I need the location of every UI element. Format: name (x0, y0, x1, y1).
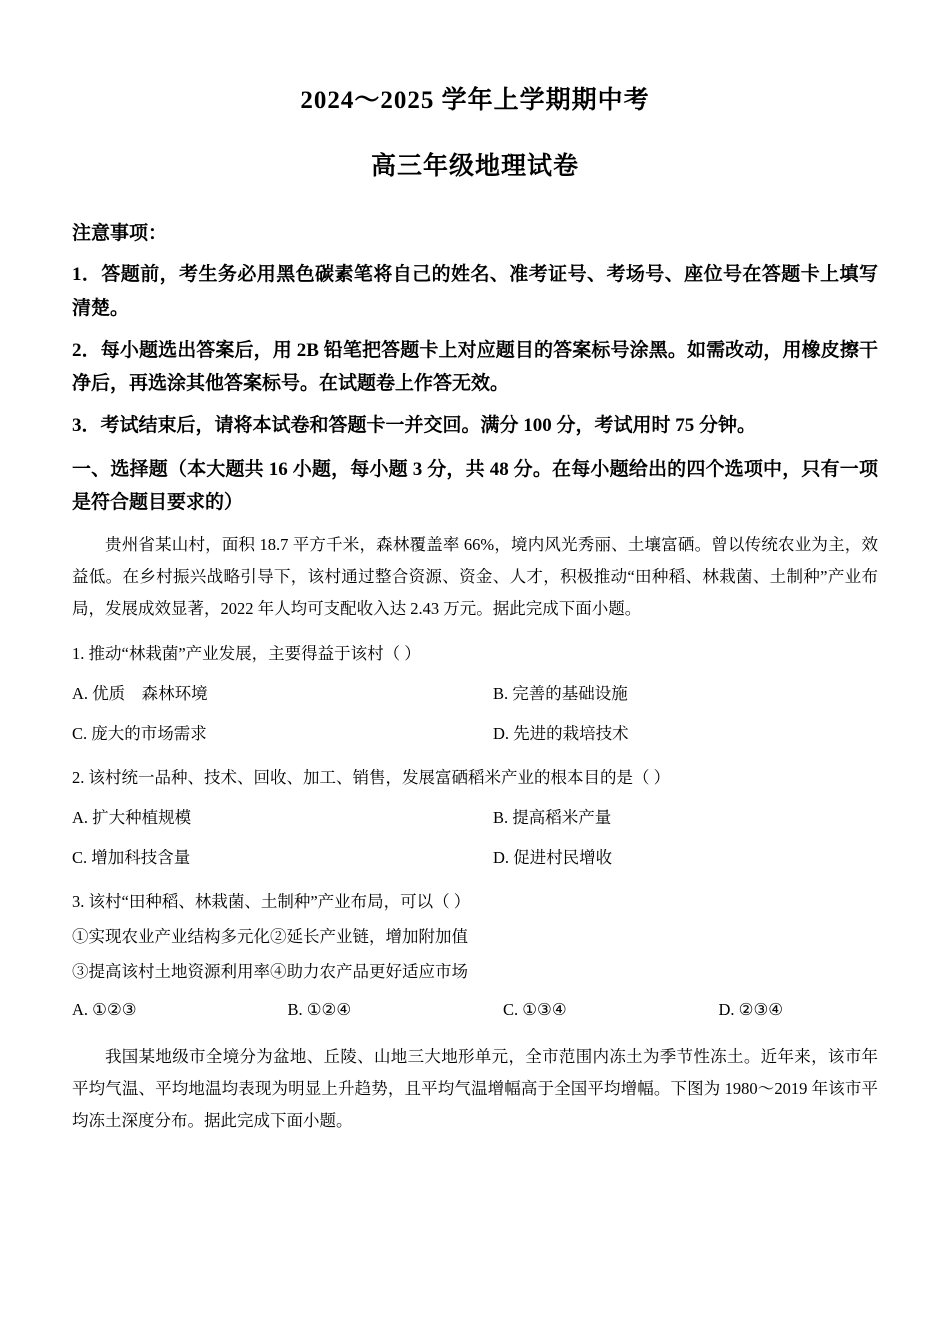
question-2-option-a[interactable]: A. 扩大种植规模 (72, 808, 192, 828)
page-title: 2024～2025 学年上学期期中考 (300, 87, 650, 114)
question-3-option-d[interactable]: D. ②③④ (718, 999, 784, 1019)
passage-1: 贵州省某山村，面积 18.7 平方千米，森林覆盖率 66%，境内风光秀丽、土壤富硒。曾以传统农业为主，效益低。在乡村振兴战略引导下，该村通过整合资源、资金、人才，积极推动“田种稻、林栽菌、土制种”产业布局，发展成效显著，2022 年人均可支配收入达 2.43 万元。据此完成下面小题。 (72, 535, 878, 619)
question-1-options-row-1 (72, 678, 878, 709)
question-3-stem: 3. 该村“田种稻、林栽菌、土制种”产业布局，可以（ ） (72, 891, 471, 911)
question-2-option-d[interactable]: D. 促进村民增收 (493, 848, 613, 868)
question-3-option-c[interactable]: C. ①③④ (503, 999, 567, 1019)
question-2-options-row-1 (72, 802, 878, 833)
question-1-option-d[interactable]: D. 先进的栽培技术 (493, 724, 629, 744)
notice-item-3: 3．考试结束后，请将本试卷和答题卡一并交回。满分 100 分，考试用时 75 分钟。 (72, 415, 757, 437)
question-1-option-a[interactable]: A. 优质 森林环境 (72, 684, 208, 703)
passage-2: 我国某地级市全境分为盆地、丘陵、山地三大地形单元，全市范围内冻土为季节性冻土。近年来，该市年平均气温、平均地温均表现为明显上升趋势，且平均气温增幅高于全国平均增幅。下图为 1980～2019 年该市平均冻土深度分布。据此完成下面小题。 (72, 1047, 878, 1131)
notice-heading: 注意事项： (72, 223, 168, 244)
question-3-option-a[interactable]: A. ①②③ (72, 999, 137, 1019)
notice-item-2: 2．每小题选出答案后，用 2B 铅笔把答题卡上对应题目的答案标号涂黑。如需改动，用橡皮擦干净后，再选涂其他答案标号。在试题卷上作答无效。 (72, 339, 878, 395)
section-heading-multiple-choice: 一、选择题（本大题共 16 小题，每小题 3 分，共 48 分。在每小题给出的四个选项中，只有一项是符合题目要求的） (72, 458, 878, 513)
question-3-extra-line-2: ③提高该村土地资源利用率④助力农产品更好适应市场 (72, 962, 468, 982)
question-1-option-b[interactable]: B. 完善的基础设施 (493, 684, 628, 703)
question-1-option-c[interactable]: C. 庞大的市场需求 (72, 724, 207, 744)
question-3-option-b[interactable]: B. ①②④ (287, 999, 352, 1019)
question-2-stem: 2. 该村统一品种、技术、回收、加工、销售，发展富硒稻米产业的根本目的是（ ） (72, 767, 671, 787)
question-1-stem: 1. 推动“林栽菌”产业发展，主要得益于该村（ ） (72, 643, 421, 663)
question-2-option-b[interactable]: B. 提高稻米产量 (493, 808, 612, 828)
question-2-options-row-2 (72, 842, 878, 873)
notice-item-1: 1．答题前，考生务必用黑色碳素笔将自己的姓名、准考证号、考场号、座位号在答题卡上填写清楚。 (72, 264, 878, 319)
question-3-extra-line-1: ①实现农业产业结构多元化②延长产业链，增加附加值 (72, 927, 468, 947)
question-1-options-row-2 (72, 718, 878, 749)
question-3-options-row (72, 994, 878, 1025)
question-2-option-c[interactable]: C. 增加科技含量 (72, 848, 191, 868)
page-subtitle: 高三年级地理试卷 (370, 152, 579, 180)
